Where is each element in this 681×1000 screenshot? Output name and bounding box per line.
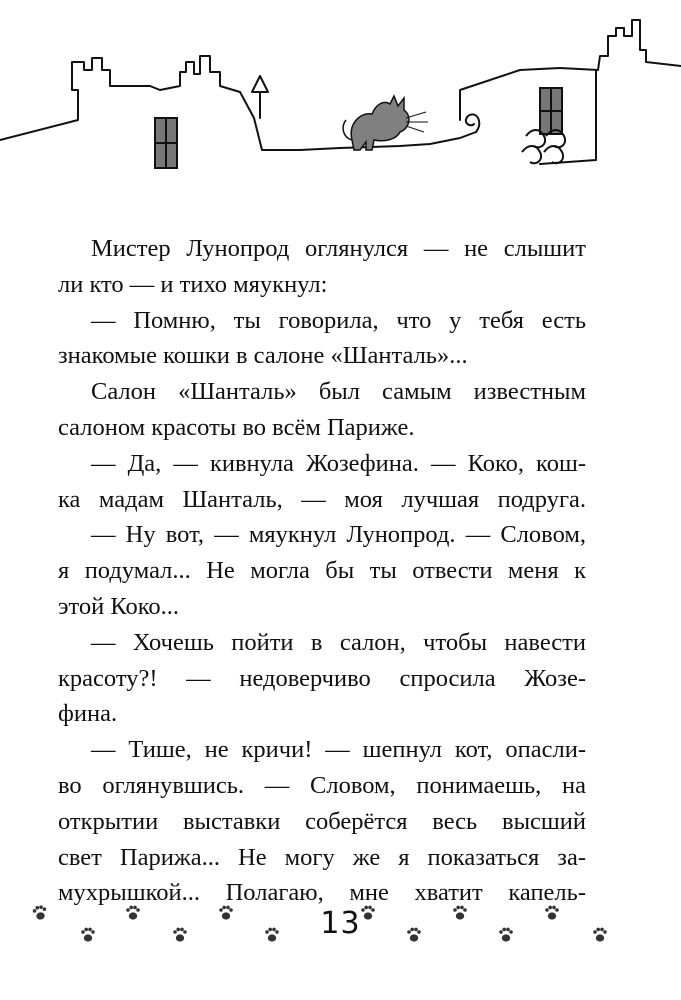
spire <box>252 76 268 118</box>
page-number: 13 <box>320 906 361 941</box>
text-line: — Помню, ты говорила, что у тебя есть <box>91 306 586 334</box>
right-roofline <box>460 20 681 120</box>
text-line: — Хочешь пойти в салон, чтобы навести <box>91 628 586 656</box>
text-line: я подумал... Не могла бы ты отвести меня к <box>58 557 586 585</box>
text-line: этой Коко... <box>58 592 180 620</box>
text-line: — Ну вот, — мяукнул Лунопрод. — Словом, <box>91 521 586 549</box>
text-line: открытии выставки соберётся весь высший <box>58 807 586 835</box>
text-line: ка мадам Шанталь, — моя лучшая подруга. <box>58 485 586 513</box>
text-line: Салон «Шанталь» был самым известным <box>91 378 586 406</box>
rooftop-cat-illustration <box>0 0 681 200</box>
text-line: Мистер Лунопрод оглянулся — не слышит <box>91 235 586 262</box>
text-line: красоту?! — недоверчиво спросила Жозе- <box>58 664 586 692</box>
text-line: — Да, — кивнула Жозефина. — Коко, кош- <box>91 449 586 477</box>
text-line: во оглянувшись. — Словом, понимаешь, на <box>58 771 586 799</box>
text-line: свет Парижа... Не могу же я показаться за- <box>58 843 586 871</box>
text-line: мухрышкой... Полагаю, мне хватит капель- <box>58 879 586 907</box>
text-line: салоном красоты во всём Париже. <box>58 413 415 441</box>
text-line: знакомые кошки в салоне «Шанталь»... <box>58 342 468 370</box>
curl-ornament <box>466 114 479 132</box>
cat-silhouette <box>343 96 409 150</box>
text-line: — Тише, не кричи! — шепнул кот, опасли- <box>91 736 586 764</box>
text-line: фина. <box>58 700 118 728</box>
text-line: ли кто — и тихо мяукнул: <box>58 270 328 298</box>
page-body <box>58 231 586 911</box>
